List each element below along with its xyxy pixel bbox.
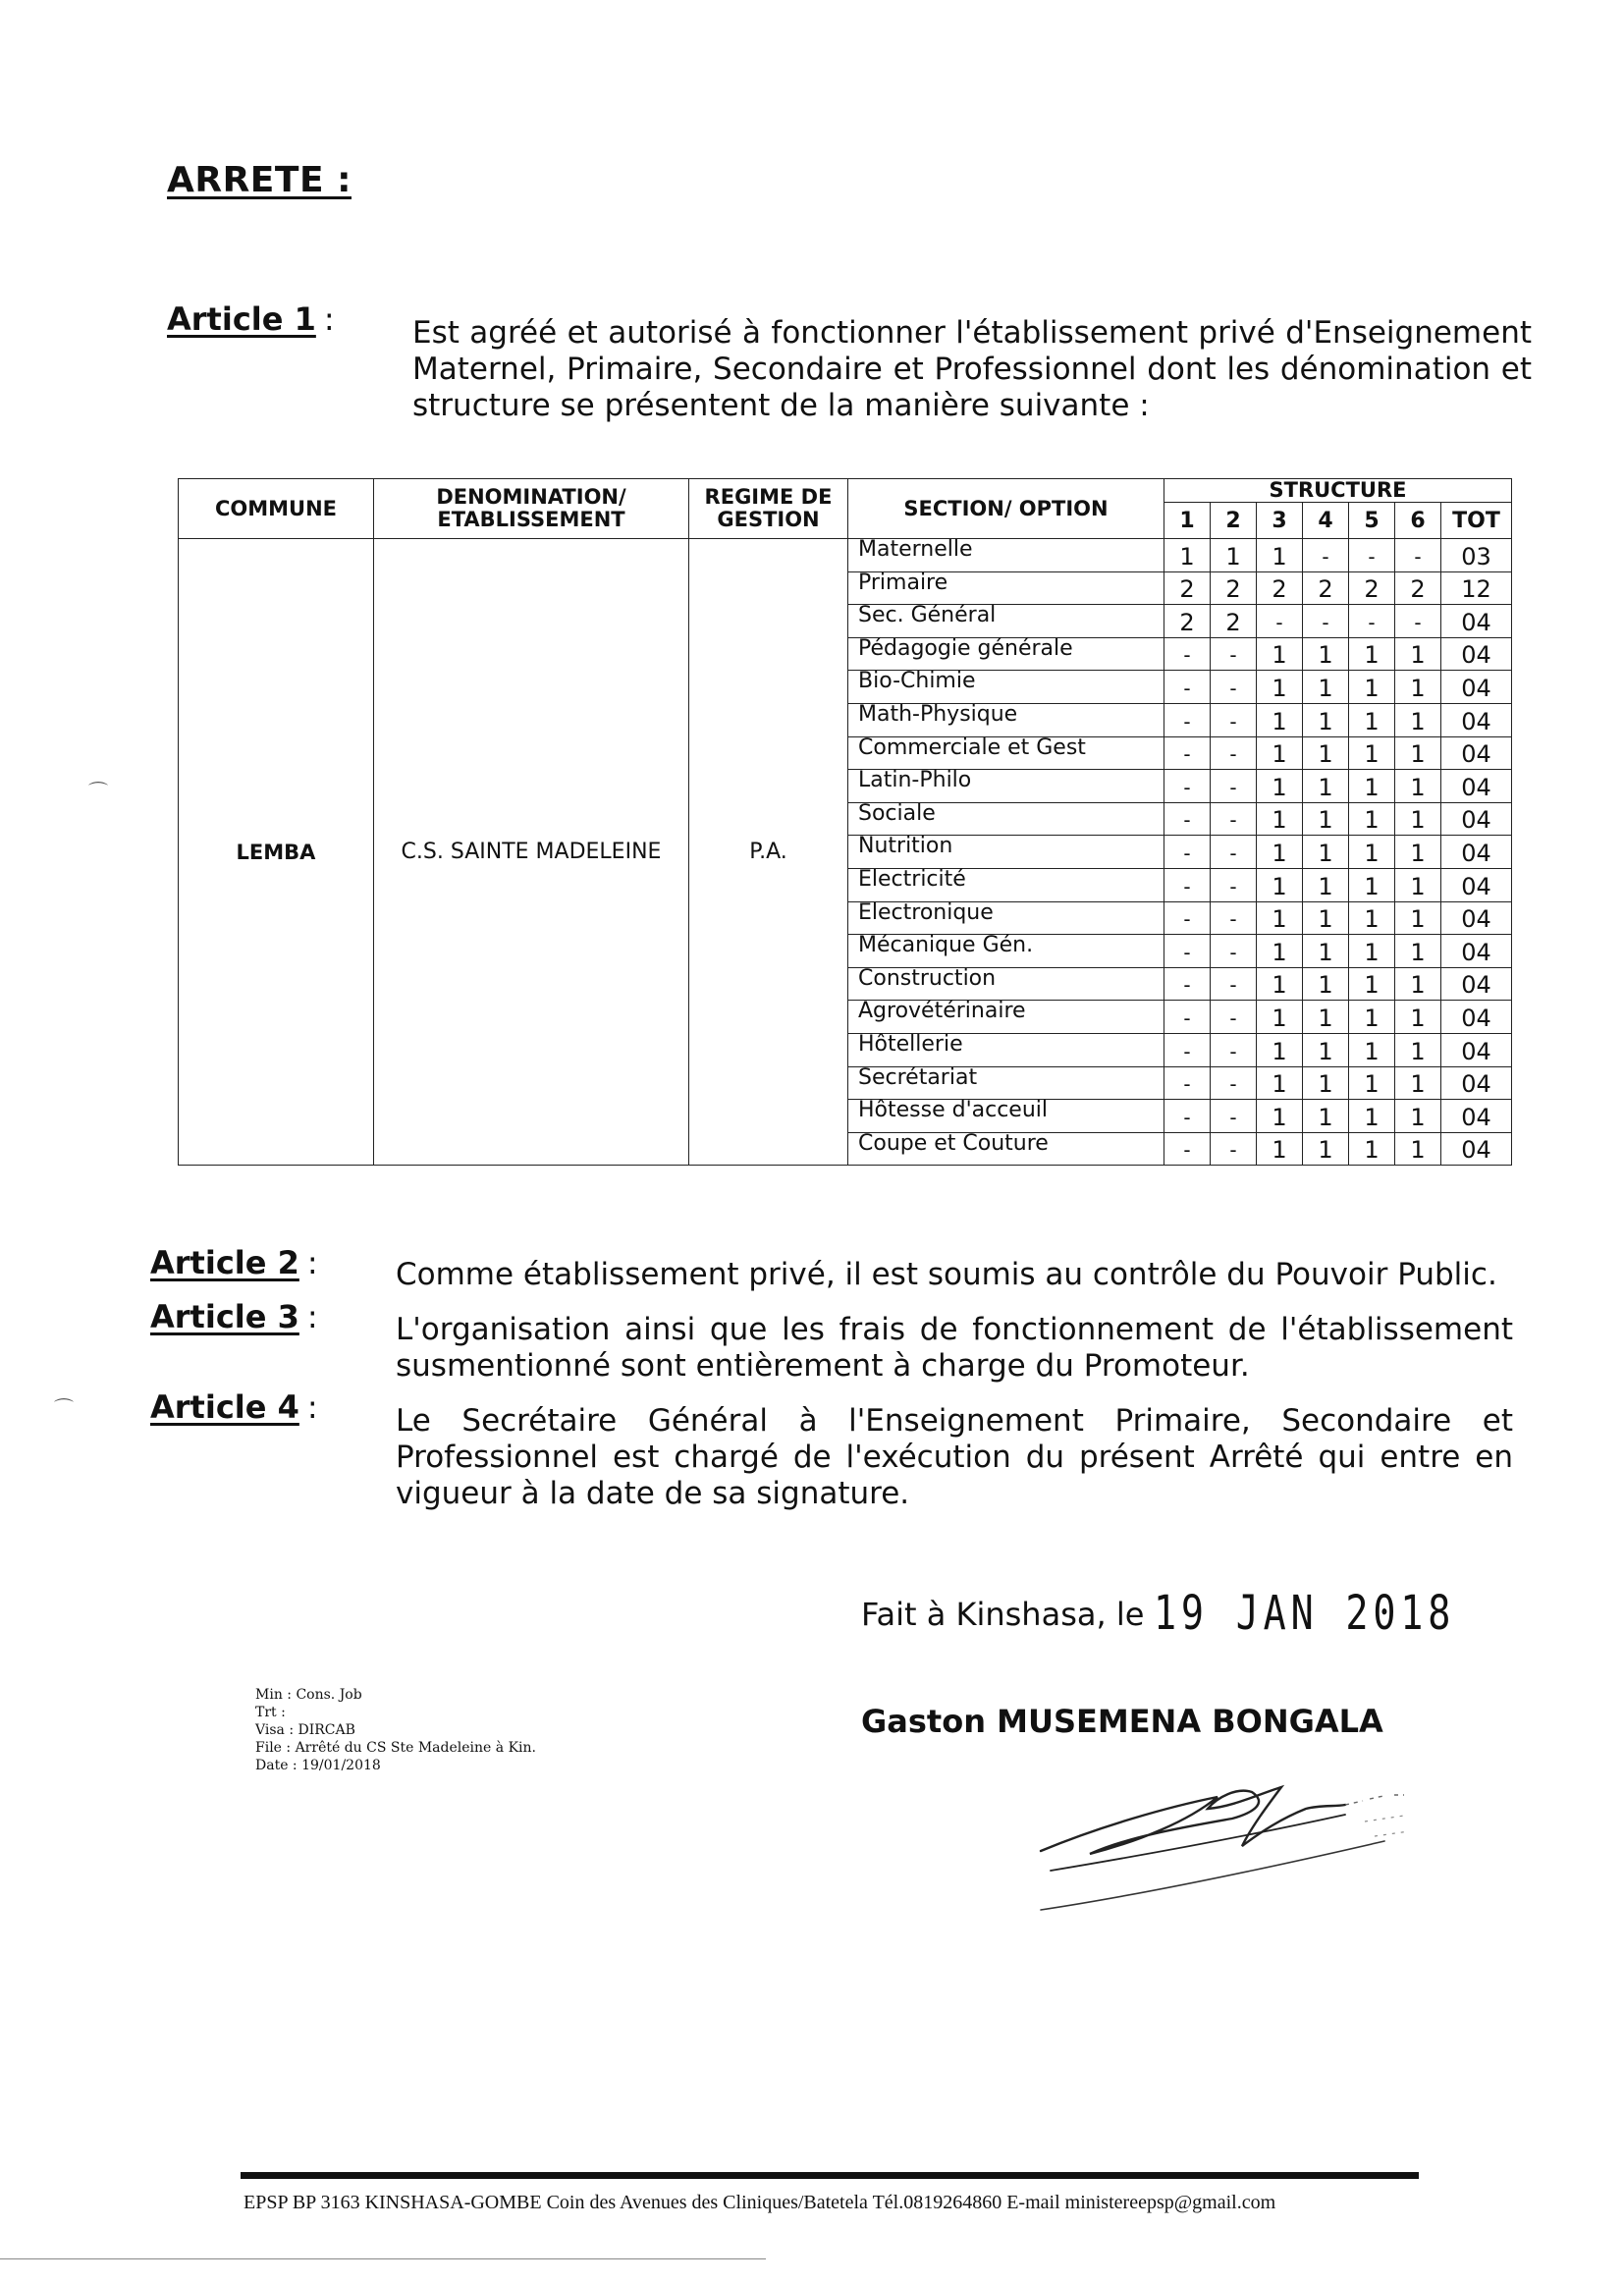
article-3-text: L'organisation ainsi que les frais de fonctionnement de l'établissement susmentionné sont entièrement à charge du Promoteur.	[396, 1312, 1513, 1384]
class-count-cell: -	[1211, 736, 1257, 770]
class-count-cell: -	[1211, 967, 1257, 1001]
class-count-cell: 1	[1257, 1001, 1303, 1034]
class-count-cell: 1	[1303, 802, 1349, 836]
class-count-cell: -	[1211, 703, 1257, 736]
class-count-cell: -	[1349, 539, 1395, 572]
class-count-cell: -	[1211, 901, 1257, 935]
class-count-cell: 1	[1303, 901, 1349, 935]
total-cell: 12	[1441, 571, 1512, 605]
class-count-cell: -	[1211, 1066, 1257, 1100]
class-count-cell: 1	[1349, 736, 1395, 770]
article-1-label: Article 1 :	[167, 300, 335, 338]
class-count-cell: 1	[1395, 967, 1441, 1001]
class-count-cell: 1	[1395, 736, 1441, 770]
class-count-cell: 1	[1349, 1100, 1395, 1133]
class-count-cell: -	[1211, 1100, 1257, 1133]
class-count-cell: 1	[1349, 671, 1395, 704]
total-cell: 04	[1441, 1100, 1512, 1133]
option-cell: Maternelle	[848, 539, 1164, 572]
class-count-cell: -	[1164, 770, 1211, 803]
total-cell: 04	[1441, 605, 1512, 638]
signatory-name: Gaston MUSEMENA BONGALA	[861, 1703, 1383, 1740]
total-cell: 04	[1441, 637, 1512, 671]
footer-rule	[241, 2172, 1419, 2179]
total-cell: 04	[1441, 1033, 1512, 1066]
total-cell: 04	[1441, 935, 1512, 968]
class-count-cell: 1	[1349, 935, 1395, 968]
class-count-cell: 2	[1211, 571, 1257, 605]
class-count-cell: -	[1164, 935, 1211, 968]
class-count-cell: 1	[1303, 1001, 1349, 1034]
class-count-cell: -	[1164, 836, 1211, 869]
article-3-label: Article 3 :	[150, 1298, 318, 1335]
class-count-cell: 1	[1257, 1132, 1303, 1166]
class-count-cell: 2	[1395, 571, 1441, 605]
class-count-cell: 1	[1395, 1100, 1441, 1133]
option-cell: Construction	[848, 967, 1164, 1001]
class-count-cell: 1	[1303, 967, 1349, 1001]
class-count-cell: 1	[1303, 836, 1349, 869]
class-count-cell: 1	[1395, 935, 1441, 968]
class-count-cell: 1	[1303, 703, 1349, 736]
class-count-cell: -	[1349, 605, 1395, 638]
table-row	[179, 539, 1512, 572]
class-count-cell: 1	[1395, 868, 1441, 901]
option-cell: Sec. Général	[848, 605, 1164, 638]
class-count-cell: 1	[1303, 770, 1349, 803]
header-structure: STRUCTURE	[1164, 479, 1512, 503]
header-col-3: 3	[1257, 503, 1303, 539]
option-cell: Electronique	[848, 901, 1164, 935]
establishment-cell: C.S. SAINTE MADELEINE	[374, 539, 689, 1166]
class-count-cell: 1	[1395, 637, 1441, 671]
class-count-cell: 1	[1349, 1033, 1395, 1066]
class-count-cell: 1	[1349, 802, 1395, 836]
header-col-tot: TOT	[1441, 503, 1512, 539]
class-count-cell: 1	[1395, 671, 1441, 704]
header-col-4: 4	[1303, 503, 1349, 539]
option-cell: Latin-Philo	[848, 770, 1164, 803]
reference-block: Min : Cons. Job Trt : Visa : DIRCAB File : Arrêté du CS Ste Madeleine à Kin. Date : 19/01/2018	[255, 1687, 536, 1773]
class-count-cell: 1	[1395, 836, 1441, 869]
class-count-cell: 1	[1257, 770, 1303, 803]
class-count-cell: -	[1164, 703, 1211, 736]
header-col-2: 2	[1211, 503, 1257, 539]
class-count-cell: 1	[1395, 770, 1441, 803]
class-count-cell: 1	[1395, 802, 1441, 836]
total-cell: 04	[1441, 1001, 1512, 1034]
class-count-cell: -	[1395, 605, 1441, 638]
total-cell: 04	[1441, 836, 1512, 869]
class-count-cell: 2	[1303, 571, 1349, 605]
header-col-6: 6	[1395, 503, 1441, 539]
date-stamp: 19 JAN 2018	[1154, 1586, 1456, 1641]
class-count-cell: -	[1164, 671, 1211, 704]
class-count-cell: -	[1164, 637, 1211, 671]
signoff-place: Fait à Kinshasa, le	[861, 1596, 1145, 1633]
class-count-cell: 1	[1257, 539, 1303, 572]
class-count-cell: -	[1211, 637, 1257, 671]
option-cell: Mécanique Gén.	[848, 935, 1164, 968]
option-cell: Pédagogie générale	[848, 637, 1164, 671]
class-count-cell: -	[1211, 1033, 1257, 1066]
class-count-cell: 1	[1211, 539, 1257, 572]
total-cell: 04	[1441, 868, 1512, 901]
option-cell: Commerciale et Gest	[848, 736, 1164, 770]
class-count-cell: 1	[1303, 935, 1349, 968]
option-cell: Primaire	[848, 571, 1164, 605]
class-count-cell: 1	[1349, 901, 1395, 935]
header-commune: COMMUNE	[179, 479, 374, 539]
class-count-cell: 1	[1257, 637, 1303, 671]
class-count-cell: 1	[1303, 736, 1349, 770]
total-cell: 04	[1441, 703, 1512, 736]
class-count-cell: 1	[1395, 1132, 1441, 1166]
class-count-cell: 1	[1257, 736, 1303, 770]
class-count-cell: -	[1164, 1132, 1211, 1166]
class-count-cell: -	[1303, 605, 1349, 638]
class-count-cell: -	[1164, 1066, 1211, 1100]
total-cell: 04	[1441, 901, 1512, 935]
header-col-5: 5	[1349, 503, 1395, 539]
article-4-text: Le Secrétaire Général à l'Enseignement Primaire, Secondaire et Professionnel est chargé de l'exécution du présent Arrêté qui entre en vigueur à la date de sa signature.	[396, 1403, 1513, 1511]
class-count-cell: 1	[1395, 1066, 1441, 1100]
class-count-cell: 2	[1349, 571, 1395, 605]
total-cell: 04	[1441, 1066, 1512, 1100]
class-count-cell: 1	[1257, 935, 1303, 968]
option-cell: Nutrition	[848, 836, 1164, 869]
class-count-cell: -	[1257, 605, 1303, 638]
class-count-cell: 1	[1303, 671, 1349, 704]
class-count-cell: -	[1303, 539, 1349, 572]
class-count-cell: -	[1164, 1033, 1211, 1066]
class-count-cell: 1	[1257, 802, 1303, 836]
regime-cell: P.A.	[689, 539, 848, 1166]
option-cell: Electricité	[848, 868, 1164, 901]
class-count-cell: 2	[1164, 605, 1211, 638]
class-count-cell: -	[1164, 802, 1211, 836]
header-regime: REGIME DE GESTION	[689, 479, 848, 539]
class-count-cell: 1	[1257, 868, 1303, 901]
option-cell: Hôtellerie	[848, 1033, 1164, 1066]
class-count-cell: 1	[1303, 868, 1349, 901]
class-count-cell: 2	[1164, 571, 1211, 605]
commune-cell: LEMBA	[179, 539, 374, 1166]
class-count-cell: -	[1164, 1001, 1211, 1034]
class-count-cell: -	[1211, 770, 1257, 803]
class-count-cell: 2	[1257, 571, 1303, 605]
class-count-cell: -	[1211, 1132, 1257, 1166]
class-count-cell: 1	[1303, 637, 1349, 671]
class-count-cell: 1	[1303, 1100, 1349, 1133]
class-count-cell: -	[1164, 967, 1211, 1001]
class-count-cell: -	[1395, 539, 1441, 572]
class-count-cell: 1	[1257, 1033, 1303, 1066]
total-cell: 04	[1441, 671, 1512, 704]
class-count-cell: -	[1164, 1100, 1211, 1133]
article-1-text: Est agréé et autorisé à fonctionner l'établissement privé d'Enseignement Maternel, Primaire, Secondaire et Professionnel dont les dénomination et structure se présentent de la manière suivante :	[412, 315, 1532, 423]
header-section: SECTION/ OPTION	[848, 479, 1164, 539]
option-cell: Coupe et Couture	[848, 1132, 1164, 1166]
option-cell: Bio-Chimie	[848, 671, 1164, 704]
header-col-1: 1	[1164, 503, 1211, 539]
class-count-cell: 1	[1349, 703, 1395, 736]
class-count-cell: -	[1211, 802, 1257, 836]
option-cell: Sociale	[848, 802, 1164, 836]
option-cell: Hôtesse d'acceuil	[848, 1100, 1164, 1133]
class-count-cell: 1	[1349, 770, 1395, 803]
class-count-cell: -	[1164, 868, 1211, 901]
class-count-cell: 1	[1257, 703, 1303, 736]
total-cell: 04	[1441, 967, 1512, 1001]
class-count-cell: -	[1164, 901, 1211, 935]
class-count-cell: 1	[1395, 703, 1441, 736]
class-count-cell: 1	[1164, 539, 1211, 572]
decree-heading: ARRETE :	[167, 160, 352, 200]
class-count-cell: -	[1211, 671, 1257, 704]
scan-mark: ⌒	[54, 1396, 74, 1420]
class-count-cell: 1	[1395, 1001, 1441, 1034]
article-2-text: Comme établissement privé, il est soumis au contrôle du Pouvoir Public.	[396, 1257, 1497, 1292]
class-count-cell: 1	[1303, 1132, 1349, 1166]
total-cell: 03	[1441, 539, 1512, 572]
class-count-cell: 1	[1257, 967, 1303, 1001]
handwritten-signature	[1021, 1748, 1434, 1925]
class-count-cell: 1	[1257, 1100, 1303, 1133]
article-4-label: Article 4 :	[150, 1388, 318, 1426]
structure-table	[178, 478, 1512, 1166]
total-cell: 04	[1441, 736, 1512, 770]
total-cell: 04	[1441, 802, 1512, 836]
class-count-cell: 1	[1303, 1033, 1349, 1066]
option-cell: Agrovétérinaire	[848, 1001, 1164, 1034]
option-cell: Secrétariat	[848, 1066, 1164, 1100]
option-cell: Math-Physique	[848, 703, 1164, 736]
class-count-cell: 1	[1395, 1033, 1441, 1066]
footer-address: EPSP BP 3163 KINSHASA-GOMBE Coin des Avenues des Cliniques/Batetela Tél.0819264860 E-mail ministereepsp@gmail.com	[244, 2192, 1276, 2213]
header-denomination: DENOMINATION/ ETABLISSEMENT	[374, 479, 689, 539]
class-count-cell: -	[1211, 868, 1257, 901]
scan-mark: ⌒	[88, 780, 108, 803]
class-count-cell: 1	[1349, 1066, 1395, 1100]
class-count-cell: -	[1164, 736, 1211, 770]
class-count-cell: 1	[1257, 836, 1303, 869]
class-count-cell: 1	[1349, 967, 1395, 1001]
class-count-cell: 1	[1257, 671, 1303, 704]
class-count-cell: 2	[1211, 605, 1257, 638]
class-count-cell: 1	[1349, 1001, 1395, 1034]
class-count-cell: 1	[1395, 901, 1441, 935]
class-count-cell: 1	[1349, 1132, 1395, 1166]
class-count-cell: -	[1211, 1001, 1257, 1034]
scan-edge-line	[0, 2258, 766, 2259]
table-body	[179, 539, 1512, 1166]
class-count-cell: 1	[1303, 1066, 1349, 1100]
class-count-cell: 1	[1349, 868, 1395, 901]
class-count-cell: -	[1211, 836, 1257, 869]
class-count-cell: -	[1211, 935, 1257, 968]
class-count-cell: 1	[1257, 1066, 1303, 1100]
class-count-cell: 1	[1257, 901, 1303, 935]
article-2-label: Article 2 :	[150, 1244, 318, 1281]
total-cell: 04	[1441, 1132, 1512, 1166]
class-count-cell: 1	[1349, 637, 1395, 671]
class-count-cell: 1	[1349, 836, 1395, 869]
total-cell: 04	[1441, 770, 1512, 803]
